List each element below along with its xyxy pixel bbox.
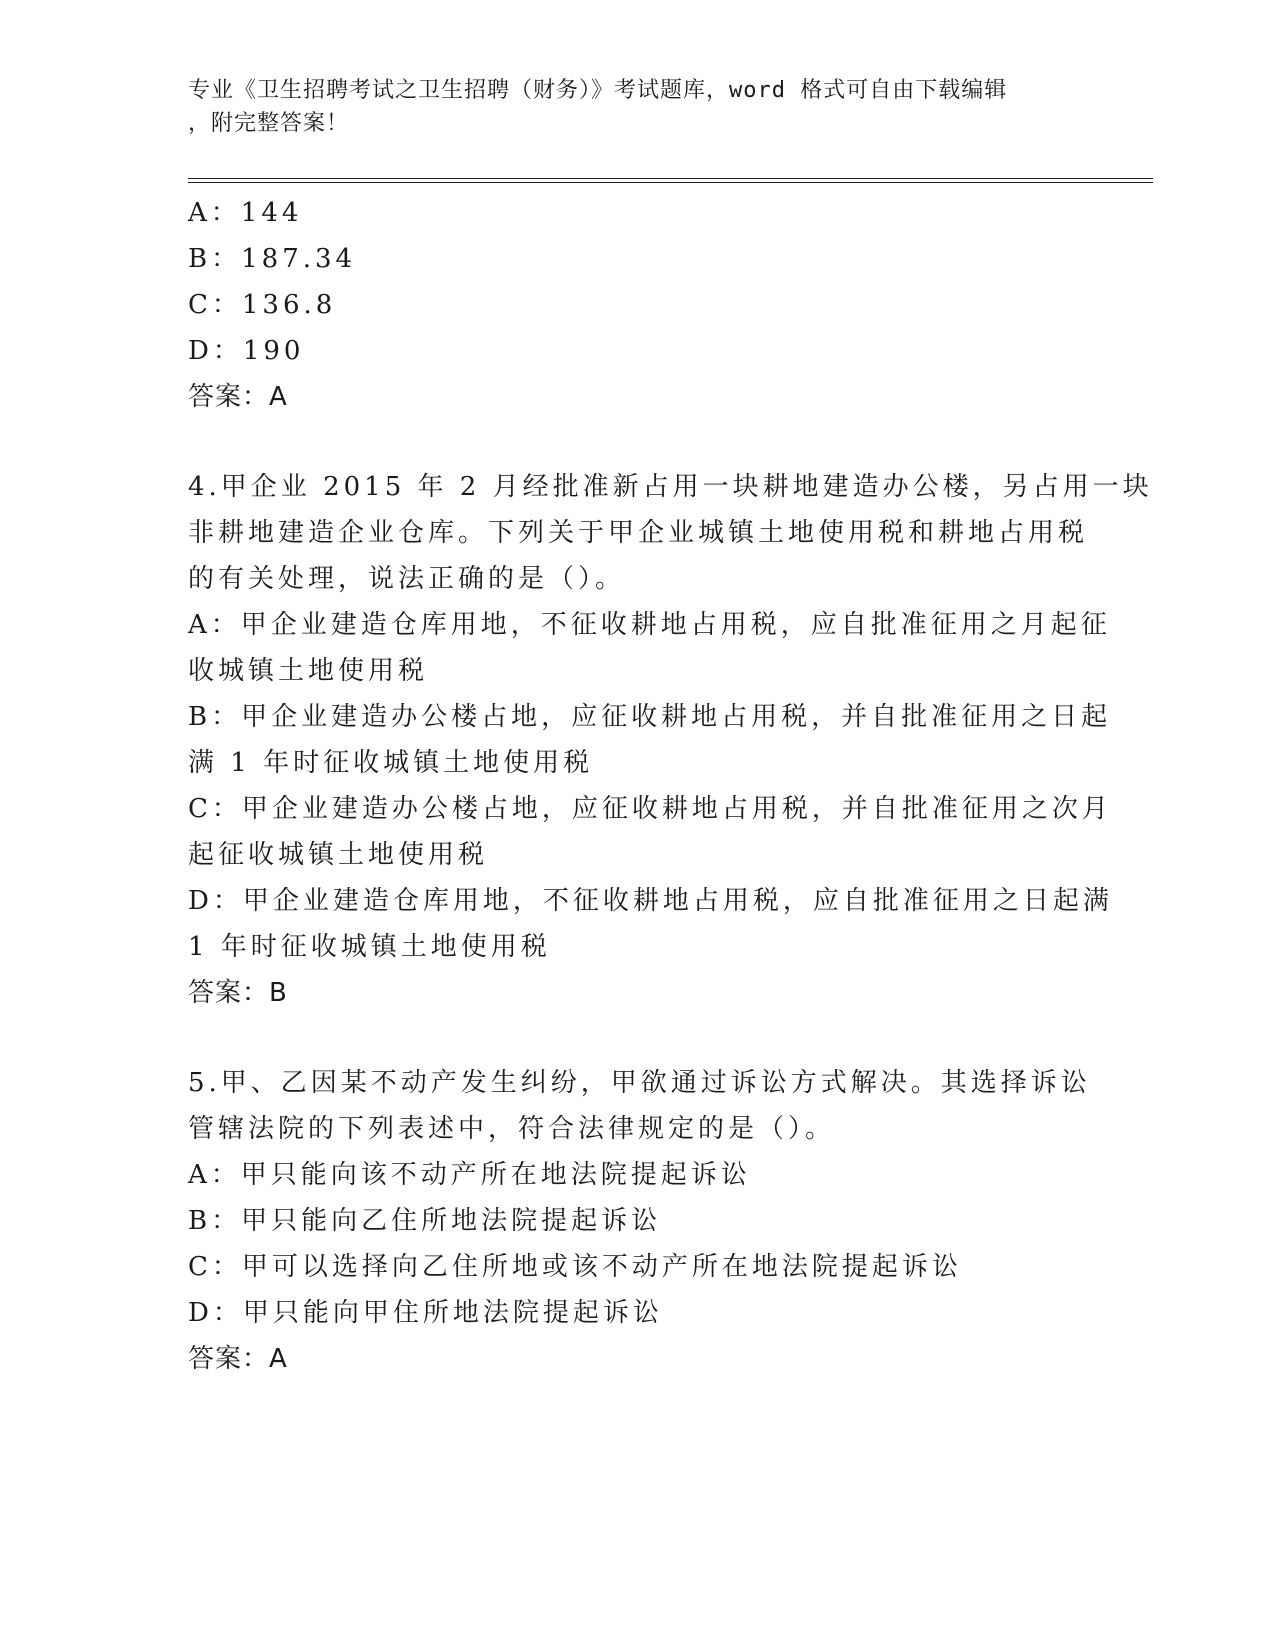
q4-stem-line-3: 的有关处理，说法正确的是（）。 [188, 564, 626, 594]
q4-option-a-cont: 收城镇土地使用税 [188, 656, 429, 686]
q5-option-b: B：甲只能向乙住所地法院提起诉讼 [188, 1206, 662, 1236]
q4-option-d-cont: 1 年时征收城镇土地使用税 [188, 932, 551, 962]
q5-stem-line-1: 5.甲、乙因某不动产发生纠纷，甲欲通过诉讼方式解决。其选择诉讼 [188, 1068, 1091, 1098]
header-line-1: 专业《卫生招聘考试之卫生招聘（财务）》考试题库，word 格式可自由下载编辑 [188, 78, 1008, 103]
q4-stem-line-2: 非耕地建造企业仓库。下列关于甲企业城镇土地使用税和耕地占用税 [188, 518, 1089, 548]
q5-answer: 答案：A [188, 1344, 288, 1374]
q4-option-c: C：甲企业建造办公楼占地，应征收耕地占用税，并自批准征用之次月 [188, 794, 1112, 824]
q3-option-a: A：144 [188, 198, 303, 228]
spacer [188, 420, 1088, 464]
header-divider-bottom [188, 182, 1153, 183]
header-divider-top [188, 178, 1153, 179]
q4-option-a: A：甲企业建造仓库用地，不征收耕地占用税，应自批准征用之月起征 [188, 610, 1111, 640]
q5-stem-line-2: 管辖法院的下列表述中，符合法律规定的是（）。 [188, 1114, 836, 1144]
q5-option-d: D：甲只能向甲住所地法院提起诉讼 [188, 1298, 663, 1328]
q5-option-c: C：甲可以选择向乙住所地或该不动产所在地法院提起诉讼 [188, 1252, 962, 1282]
q4-answer: 答案：B [188, 978, 288, 1008]
question-5 [188, 1060, 1091, 1382]
q3-option-b: B：187.34 [188, 244, 357, 274]
spacer [188, 1016, 1088, 1060]
q3-answer: 答案：A [188, 382, 288, 412]
q4-stem-line-1: 4.甲企业 2015 年 2 月经批准新占用一块耕地建造办公楼，另占用一块 [188, 472, 1153, 502]
q4-option-d: D：甲企业建造仓库用地，不征收耕地占用税，应自批准征用之日起满 [188, 886, 1113, 916]
question-4 [188, 464, 1153, 1016]
question-3 [188, 190, 1088, 420]
q5-option-a: A：甲只能向该不动产所在地法院提起诉讼 [188, 1160, 751, 1190]
q4-option-b-cont: 满 1 年时征收城镇土地使用税 [188, 748, 594, 778]
document-header [188, 74, 1068, 140]
q3-option-c: C：136.8 [188, 290, 337, 320]
document-body [188, 190, 1153, 1382]
q4-option-b: B：甲企业建造办公楼占地，应征收耕地占用税，并自批准征用之日起 [188, 702, 1112, 732]
header-line-2: ，附完整答案！ [188, 111, 350, 136]
q4-option-c-cont: 起征收城镇土地使用税 [188, 840, 489, 870]
q3-option-d: D：190 [188, 336, 305, 366]
